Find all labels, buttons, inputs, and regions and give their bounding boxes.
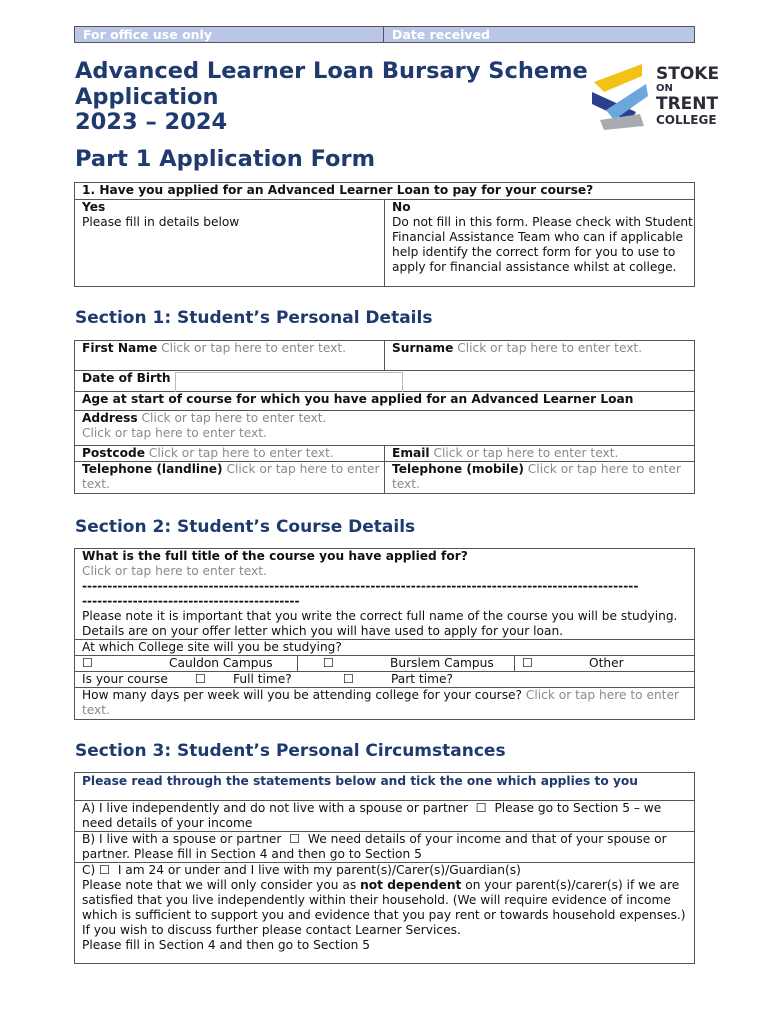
date-received-label: Date received	[384, 27, 695, 43]
option-c-note-start: Please note that we will only consider you as	[82, 878, 357, 892]
full-time-label: Full time?	[233, 672, 292, 686]
office-use-strip	[74, 26, 695, 43]
yes-text: Please fill in details below	[82, 215, 240, 229]
first-name-placeholder: Click or tap here to enter text.	[161, 341, 346, 355]
landline-placeholder: Click or tap here to enter text.	[82, 462, 380, 491]
yes-label: Yes	[82, 200, 106, 214]
days-per-week-question: How many days per week will you be attending college for your course?	[82, 688, 523, 702]
yes-cell[interactable]	[75, 200, 385, 287]
address-field[interactable]	[75, 411, 695, 446]
first-name-label: First Name	[82, 341, 158, 355]
mobile-label: Telephone (mobile)	[392, 462, 524, 476]
option-a-text: A) I live independently and do not live with a spouse or partner	[82, 801, 468, 815]
surname-placeholder: Click or tap here to enter text.	[457, 341, 643, 355]
full-time-checkbox[interactable]: ☐	[195, 672, 206, 686]
dob-label: Date of Birth	[82, 371, 171, 385]
part-time-checkbox[interactable]: ☐	[343, 672, 354, 686]
cauldon-label: Cauldon Campus	[162, 656, 298, 672]
logo-text-stoke: STOKE	[656, 64, 720, 84]
option-b-checkbox[interactable]: ☐	[289, 832, 301, 846]
course-details-table	[74, 548, 695, 720]
address-label: Address	[82, 411, 138, 425]
landline-label: Telephone (landline)	[82, 462, 223, 476]
logo-text-on: ON	[656, 83, 673, 94]
option-b[interactable]	[75, 832, 695, 863]
part-time-label: Part time?	[391, 672, 453, 686]
option-c-instruction: Please fill in Section 4 and then go to Section 5	[82, 938, 371, 952]
loan-question: 1. Have you applied for an Advanced Learner Loan to pay for your course?	[75, 183, 695, 200]
burslem-label: Burslem Campus	[383, 656, 515, 672]
option-c-text: I am 24 or under and I live with my parent(s)/Carer(s)/Guardian(s)	[117, 863, 521, 877]
burslem-checkbox[interactable]: ☐	[298, 656, 384, 672]
circumstances-instruction: Please read through the statements below and tick the one which applies to you	[75, 773, 695, 801]
email-field[interactable]	[385, 446, 695, 462]
logo-text-trent: TRENT	[656, 94, 719, 114]
dob-input[interactable]	[175, 372, 403, 392]
address-placeholder: Click or tap here to enter text.	[141, 411, 327, 425]
other-label: Other	[582, 656, 695, 672]
loan-question-table	[74, 182, 695, 287]
no-label: No	[392, 200, 411, 214]
landline-field[interactable]	[75, 462, 385, 494]
college-logo	[590, 62, 725, 130]
no-cell[interactable]	[385, 200, 695, 287]
course-title-placeholder: Click or tap here to enter text.	[82, 564, 267, 578]
cauldon-checkbox[interactable]: ☐	[75, 656, 163, 672]
address-placeholder-2: Click or tap here to enter text.	[82, 426, 267, 440]
no-text: Do not fill in this form. Please check with Student Financial Assistance Team who can if applicable help identify the correct form for you to use to apply for financial assistance whilst at college.	[392, 215, 693, 274]
course-title-field[interactable]	[75, 549, 695, 640]
page-title	[75, 59, 635, 136]
title-line-2: Application	[75, 83, 219, 110]
postcode-field[interactable]	[75, 446, 385, 462]
office-use-label: For office use only	[75, 27, 384, 43]
course-title-question: What is the full title of the course you have applied for?	[82, 549, 468, 563]
email-placeholder: Click or tap here to enter text.	[433, 446, 619, 460]
dashes-line-1: --------------------------------------------------------------------------------------------------------------	[82, 579, 639, 593]
days-per-week-field[interactable]	[75, 688, 695, 720]
option-a-checkbox[interactable]: ☐	[475, 801, 487, 815]
part1-heading: Part 1 Application Form	[75, 146, 376, 172]
personal-details-table	[74, 340, 695, 494]
surname-label: Surname	[392, 341, 454, 355]
postcode-placeholder: Click or tap here to enter text.	[148, 446, 334, 460]
section2-heading: Section 2: Student’s Course Details	[75, 517, 416, 537]
course-type-row	[75, 672, 695, 688]
option-b-followup: We need details of your income and that of your spouse or partner. Please fill in Section 4 and then go to Section 5	[82, 832, 667, 861]
mobile-field[interactable]	[385, 462, 695, 494]
dob-row	[75, 371, 695, 392]
circumstances-table	[74, 772, 695, 964]
surname-field[interactable]	[385, 341, 695, 371]
option-c[interactable]	[75, 863, 695, 964]
other-checkbox[interactable]: ☐	[515, 656, 583, 672]
option-a[interactable]	[75, 801, 695, 832]
option-c-checkbox[interactable]: ☐	[99, 863, 111, 877]
title-line-1: Advanced Learner Loan Bursary Scheme	[75, 58, 588, 84]
option-b-text: B) I live with a spouse or partner	[82, 832, 282, 846]
first-name-field[interactable]	[75, 341, 385, 371]
logo-text-college: COLLEGE	[656, 113, 717, 127]
section3-heading: Section 3: Student’s Personal Circumstances	[75, 741, 506, 761]
dashes-line-2: -------------------------------------------	[82, 594, 300, 608]
section1-heading: Section 1: Student’s Personal Details	[75, 308, 433, 328]
title-line-3: 2023 – 2024	[75, 109, 228, 135]
course-type-label: Is your course	[82, 672, 168, 686]
email-label: Email	[392, 446, 430, 460]
postcode-label: Postcode	[82, 446, 145, 460]
mobile-placeholder: Click or tap here to enter text.	[392, 462, 681, 491]
course-name-note: Please note it is important that you write the correct full name of the course you will be studying. Details are on your offer letter which you will have used to apply for your loan.	[82, 609, 678, 638]
option-c-prefix: C)	[82, 863, 96, 877]
age-label: Age at start of course for which you have applied for an Advanced Learner Loan	[75, 392, 695, 411]
option-a-followup: Please go to Section 5 – we need details of your income	[82, 801, 662, 830]
college-logo-mark	[590, 62, 652, 130]
days-per-week-placeholder: Click or tap here to enter text.	[82, 688, 679, 717]
option-c-note-emphasis: not dependent	[360, 878, 462, 892]
site-question: At which College site will you be studying?	[75, 640, 695, 656]
option-c-note-end: on your parent(s)/carer(s) if we are satisfied that you live independently within their household. (We will require evidence of income which is sufficient to support you and evidence that you pay rent or towards household expenses.) If you wish to discuss further please contact Learner Services.	[82, 878, 686, 937]
